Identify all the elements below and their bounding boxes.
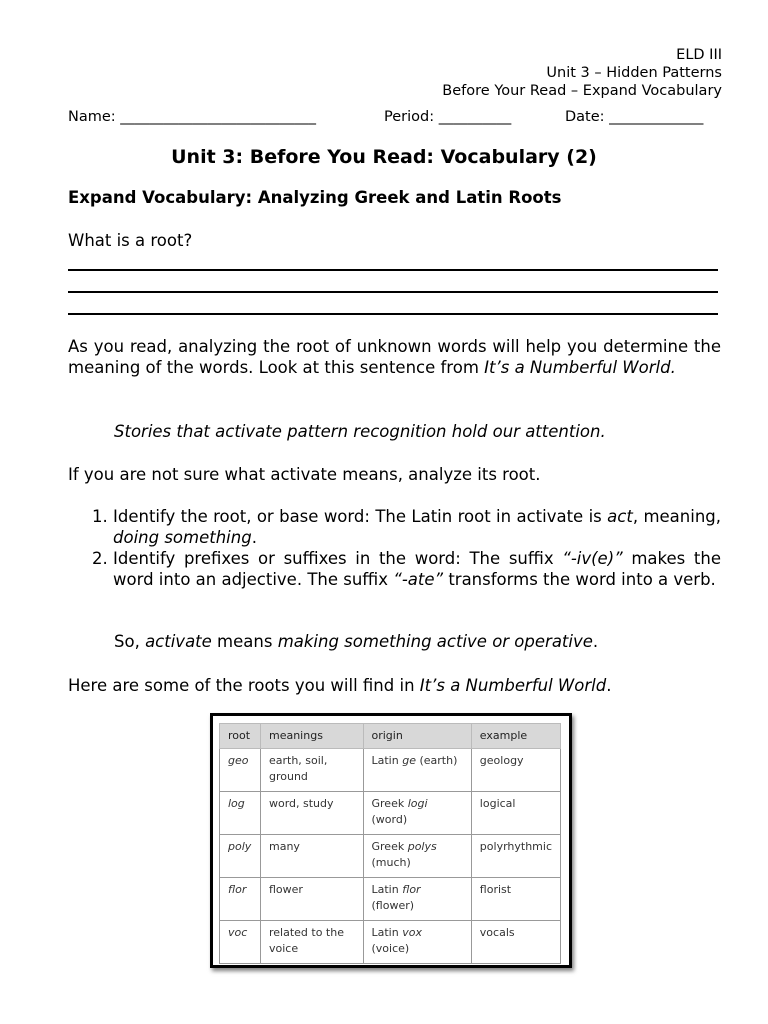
- lesson-label: Before Your Read – Expand Vocabulary: [442, 83, 722, 99]
- name-field[interactable]: Name: ___________________________: [68, 109, 317, 125]
- root-cell: geo: [220, 749, 261, 792]
- column-header: meanings: [260, 724, 363, 749]
- root-cell: log: [220, 792, 261, 835]
- root-question: What is a root?: [68, 231, 193, 250]
- steps-list: [68, 506, 721, 590]
- roots-intro: Here are some of the roots you will find in It’s a Numberful World.: [68, 676, 612, 695]
- origin-cell: Greek logi (word): [363, 792, 471, 835]
- example-sentence: Stories that activate pattern recognition hold our attention.: [114, 422, 606, 441]
- meaning-cell: word, study: [260, 792, 363, 835]
- answer-line[interactable]: [68, 313, 718, 315]
- meaning-cell: many: [260, 835, 363, 878]
- conclusion-sentence: So, activate means making something active or operative.: [114, 632, 599, 651]
- document-header: [442, 46, 722, 100]
- origin-cell: Latin ge (earth): [363, 749, 471, 792]
- intro-paragraph: As you read, analyzing the root of unknown words will help you determine the meaning of the words. Look at this sentence from It’s a Numberful World.: [68, 337, 721, 377]
- unit-label: Unit 3 – Hidden Patterns: [546, 65, 722, 81]
- example-cell: vocals: [471, 921, 560, 964]
- course-label: ELD III: [676, 47, 722, 63]
- answer-line[interactable]: [68, 269, 718, 271]
- section-heading: Expand Vocabulary: Analyzing Greek and Latin Roots: [68, 188, 562, 207]
- origin-cell: Latin vox (voice): [363, 921, 471, 964]
- table-row: [220, 749, 561, 792]
- meaning-cell: flower: [260, 878, 363, 921]
- meaning-cell: related to the voice: [260, 921, 363, 964]
- meaning-cell: earth, soil, ground: [260, 749, 363, 792]
- book-title: It’s a Numberful World: [419, 676, 607, 695]
- root-cell: poly: [220, 835, 261, 878]
- table-header-row: [220, 724, 561, 749]
- list-item: 1. Identify the root, or base word: The Latin root in activate is act, meaning, doing something.: [113, 506, 721, 548]
- example-cell: florist: [471, 878, 560, 921]
- root-cell: voc: [220, 921, 261, 964]
- page-title: Unit 3: Before You Read: Vocabulary (2): [171, 146, 597, 168]
- date-field[interactable]: Date: _____________: [565, 109, 704, 125]
- period-field[interactable]: Period: __________: [384, 109, 512, 125]
- column-header: origin: [363, 724, 471, 749]
- root-cell: flor: [220, 878, 261, 921]
- column-header: example: [471, 724, 560, 749]
- example-cell: polyrhythmic: [471, 835, 560, 878]
- analyze-prompt: If you are not sure what activate means, analyze its root.: [68, 465, 541, 484]
- origin-cell: Greek polys (much): [363, 835, 471, 878]
- table-row: [220, 921, 561, 964]
- list-item: 2. Identify prefixes or suffixes in the word: The suffix “-iv(e)” makes the word into an adjective. The suffix “-ate” transforms the word into a verb.: [113, 548, 721, 590]
- origin-cell: Latin flor (flower): [363, 878, 471, 921]
- example-cell: geology: [471, 749, 560, 792]
- table-row: [220, 878, 561, 921]
- table-row: [220, 792, 561, 835]
- table-row: [220, 835, 561, 878]
- book-title: It’s a Numberful World: [484, 358, 671, 377]
- roots-table-frame: [210, 713, 572, 968]
- example-cell: logical: [471, 792, 560, 835]
- column-header: root: [220, 724, 261, 749]
- answer-line[interactable]: [68, 291, 718, 293]
- roots-table: [219, 723, 561, 964]
